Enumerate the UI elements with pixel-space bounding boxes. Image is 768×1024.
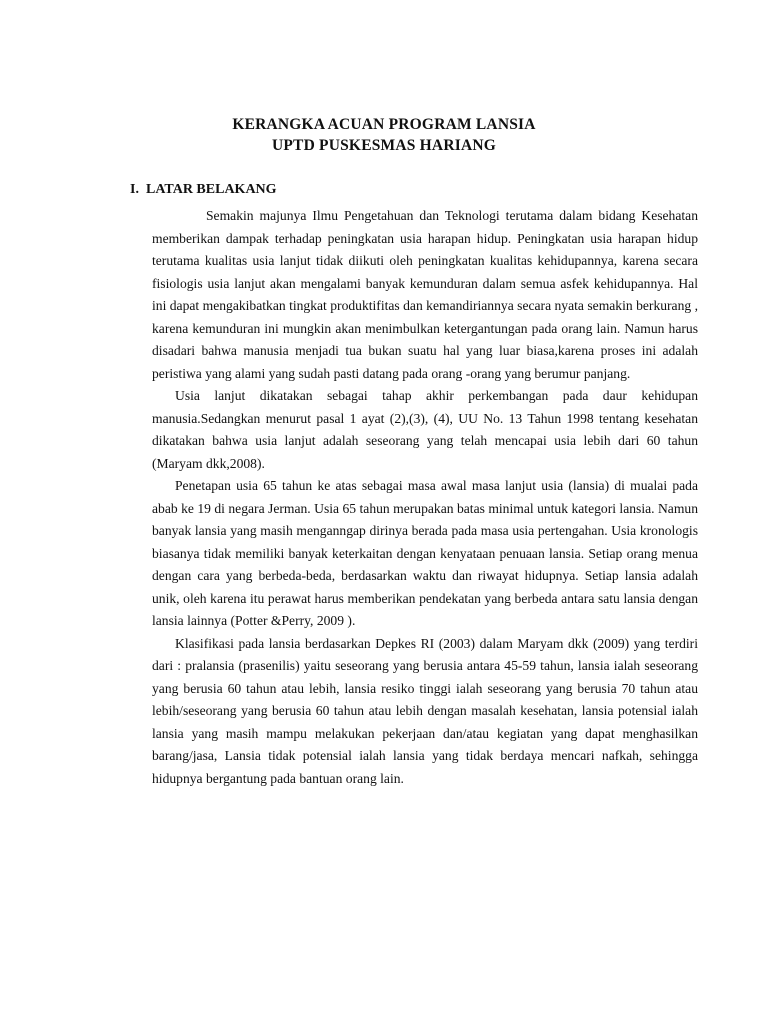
paragraph-4: Klasifikasi pada lansia berdasarkan Depkes RI (2003) dalam Maryam dkk (2009) yang terdiri dari : pralansia (prasenilis) yaitu seseorang yang berusia antara 45-59 tahun, lansia ialah seseorang yang berusia 60 tahun atau lebih, lansia resiko tinggi ialah seseorang yang berusia 70 tahun atau lebih/seseorang yang berusia 60 tahun atau lebih dengan masalah kesehatan, lansia potensial ialah lansia yang masih mampu melakukan pekerjaan dan/atau kegiatan yang dapat menghasilkan barang/jasa, Lansia tidak potensial ialah lansia yang tidak berdaya mencari nafkah, sehingga hidupnya bergantung pada bantuan orang lain. [152, 635, 698, 786]
section-number: I. [130, 182, 139, 197]
paragraph-3: Penetapan usia 65 tahun ke atas sebagai masa awal masa lanjut usia (lansia) di mualai pada abab ke 19 di negara Jerman. Usia 65 tahun merupakan batas minimal untuk kategori lansia. Namun banyak lansia yang masih menganngap dirinya berada pada masa usia pertengahan. Usia kronologis biasanya tidak memiliki banyak keterkaitan dengan kenyataan penuaan lansia. Setiap orang menua dengan cara yang berbeda-beda, berdasarkan waktu dan riwayat hidupnya. Setiap lansia adalah unik, oleh karena itu perawat harus memberikan pendekatan yang berbeda antara satu lansia dengan lansia lainnya (Potter &Perry, 2009 ). [152, 478, 698, 628]
document-body [152, 205, 698, 790]
paragraph-1: Semakin majunya Ilmu Pengetahuan dan Teknologi terutama dalam bidang Kesehatan memberikan dampak terhadap peningkatan usia harapan hidup. Peningkatan usia harapan hidup terutama kualitas usia lanjut tidak diikuti oleh peningkatan kualitas kehidupannya, karena secara fisiologis usia lanjut akan mengalami banyak kemunduran dalam semua asfek kehidupannya. Hal ini dapat mengakibatkan tingkat produktifitas dan kemandiriannya secara nyata semakin berkurang , karena kemunduran ini mungkin akan menimbulkan ketergantungan pada orang lain. Namun harus disadari bahwa manusia menjadi tua bukan suatu hal yang luar biasa,karena proses ini adalah peristiwa yang alami yang sudah pasti datang pada orang -orang yang berumur panjang. [152, 208, 698, 381]
paragraph-2: Usia lanjut dikatakan sebagai tahap akhir perkembangan pada daur kehidupan manusia.Sedangkan menurut pasal 1 ayat (2),(3), (4), UU No. 13 Tahun 1998 tentang kesehatan dikatakan bahwa usia lanjut adalah seseorang yang telah mencapai usia lebih dari 60 tahun (Maryam dkk,2008). [152, 388, 698, 471]
document-title-line-2: UPTD PUSKESMAS HARIANG [271, 137, 496, 154]
section-heading-text: LATAR BELAKANG [146, 182, 277, 197]
section-heading [130, 182, 277, 198]
document-title-line-1: KERANGKA ACUAN PROGRAM LANSIA [232, 116, 536, 133]
